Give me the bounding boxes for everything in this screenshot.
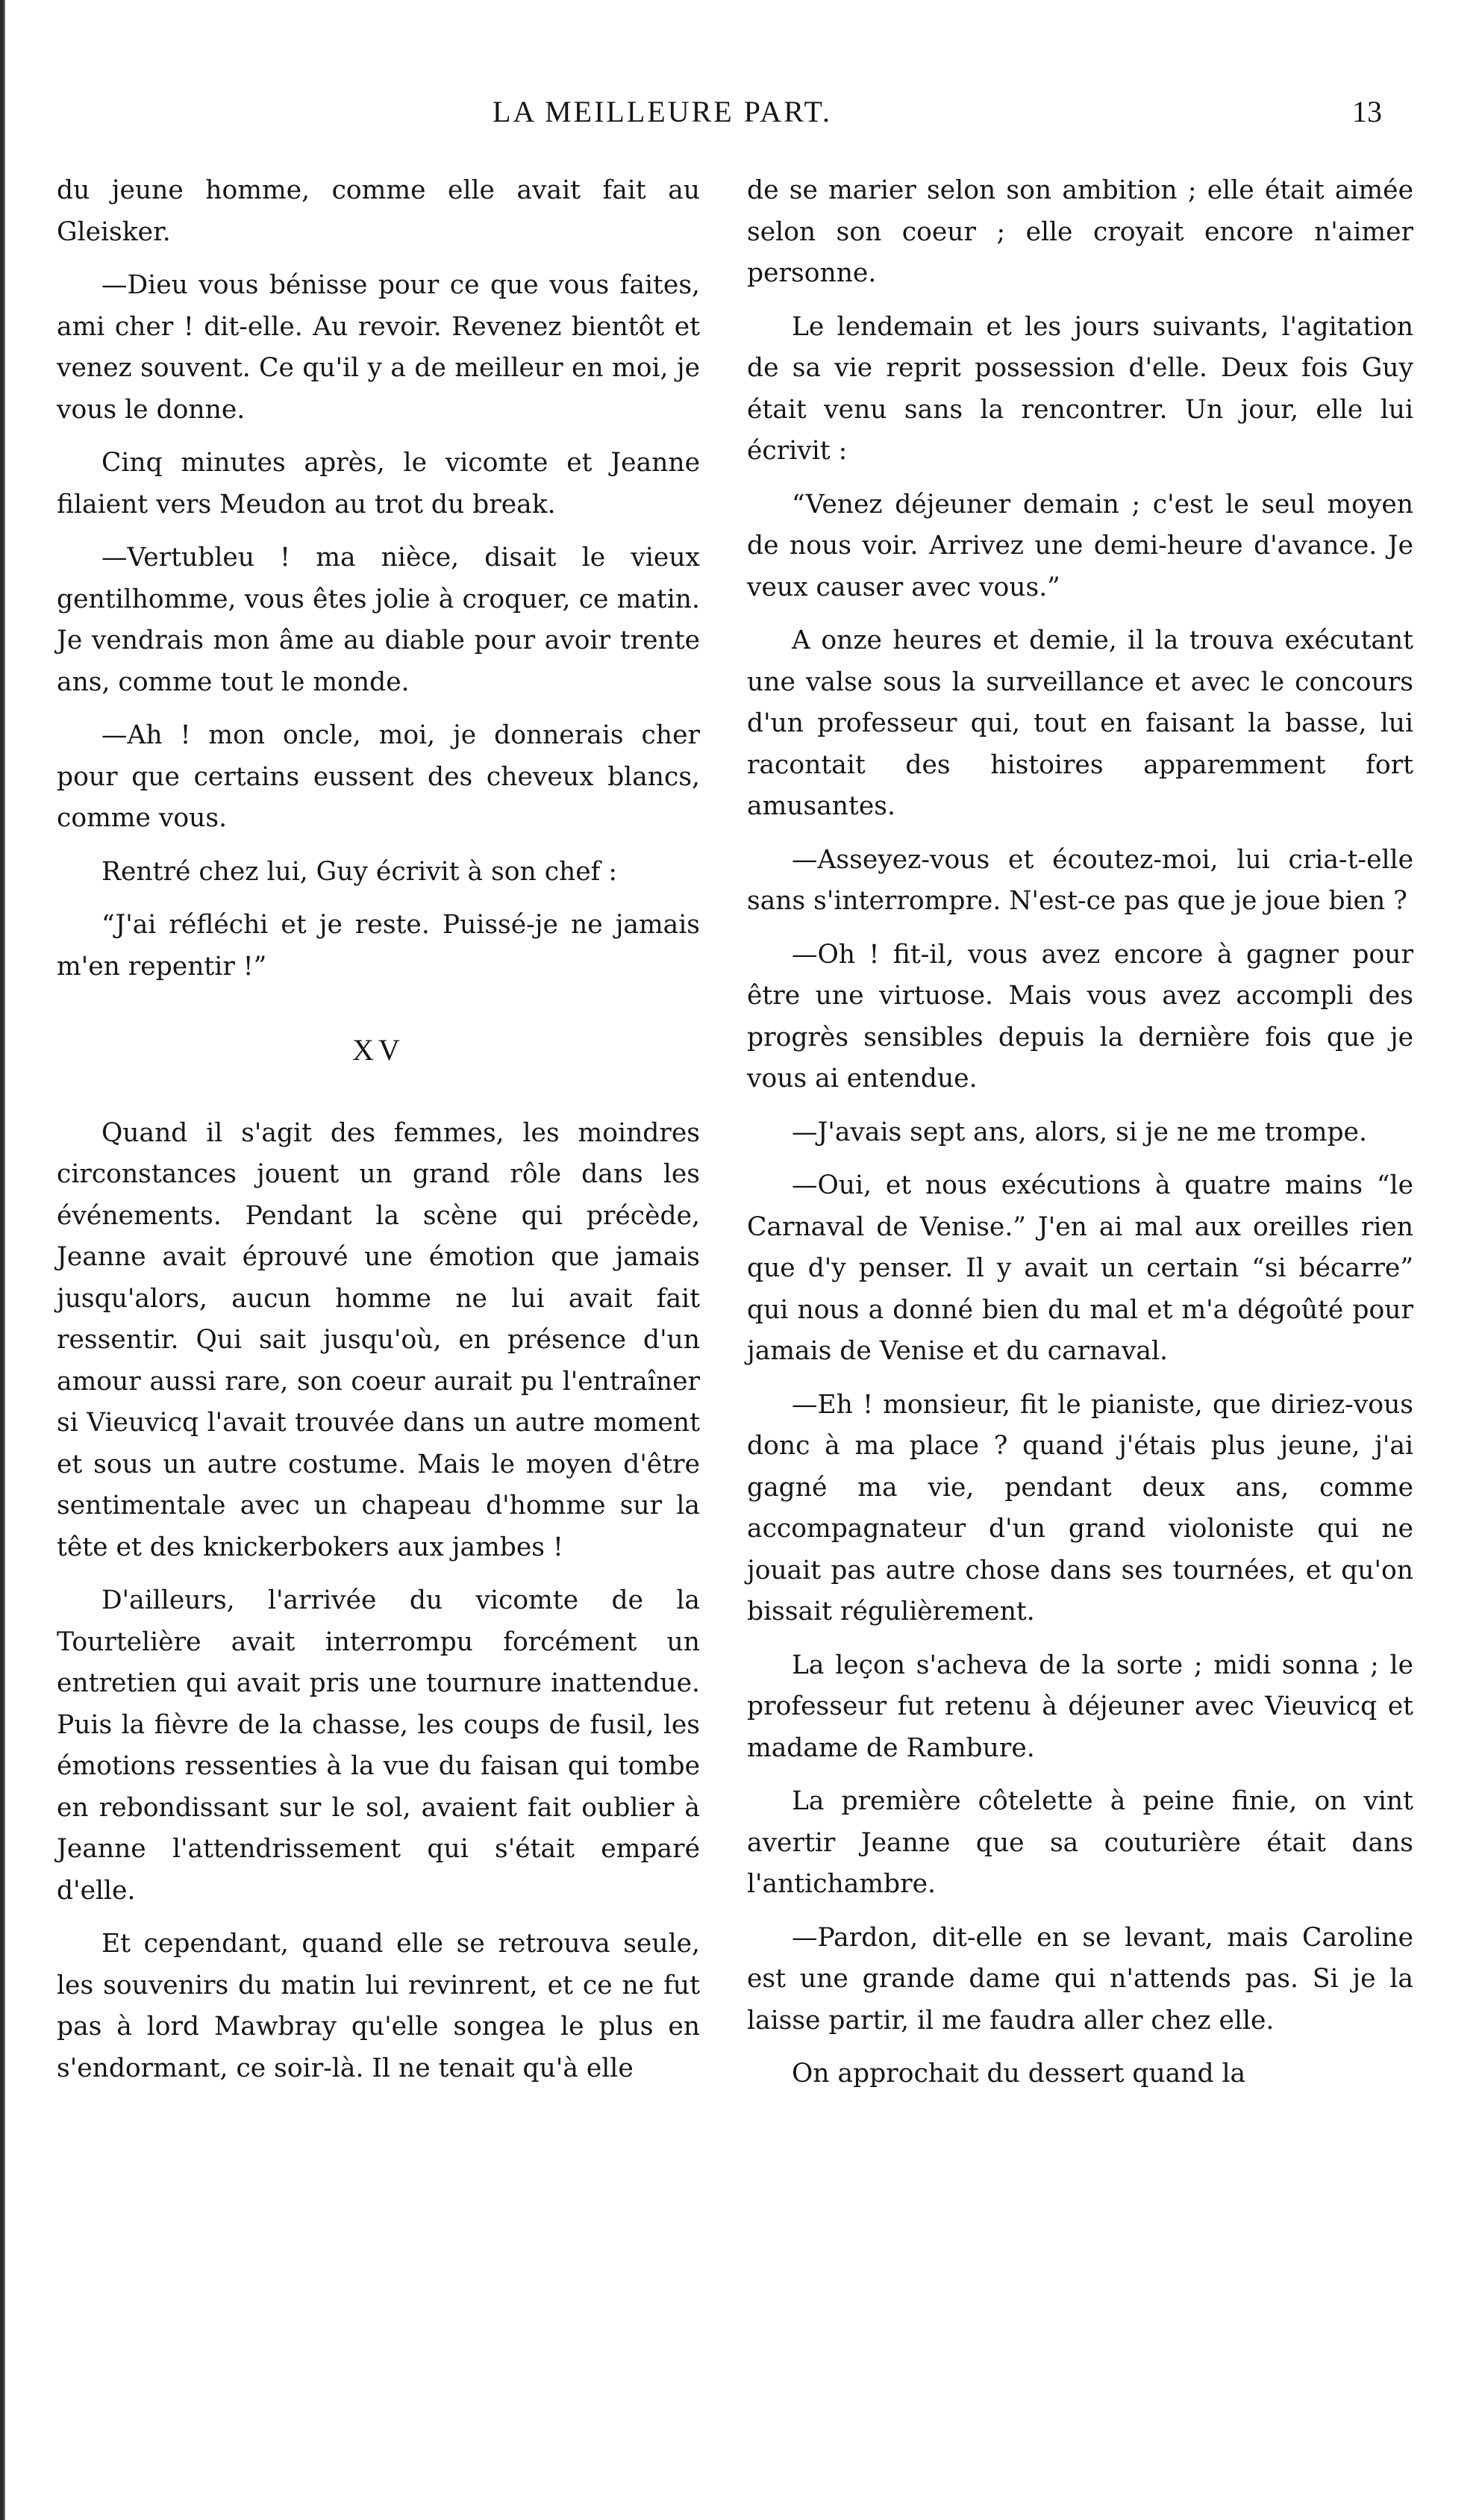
paragraph: —Pardon, dit-elle en se levant, mais Caroline est une grande dame qui n'attends pas. Si je la laisse partir, il me faudra aller chez elle. bbox=[747, 1922, 1413, 2036]
paragraph: —Ah ! mon oncle, moi, je donnerais cher pour que certains eussent des cheveux blancs, comme vous. bbox=[57, 720, 700, 833]
paragraph: —Oh ! fit-il, vous avez encore à gagner pour être une virtuose. Mais vous avez accompli des progrès sensibles depuis la dernière fois que je vous ai entendue. bbox=[747, 939, 1413, 1094]
paragraph: La première côtelette à peine finie, on vint avertir Jeanne que sa couturière était dans l'antichambre. bbox=[747, 1786, 1413, 1899]
paragraph: Quand il s'agit des femmes, les moindres circonstances jouent un grand rôle dans les événements. Pendant la scène qui précède, Jeanne avait éprouvé une émotion que jamais jusqu'alors, aucun homme ne lui avait fait ressentir. Qui sait jusqu'où, en présence d'un amour aussi rare, son coeur aurait pu l'entraîner si Vieuvicq l'avait trouvée dans un autre moment et sous un autre costume. Mais le moyen d'être sentimentale avec un chapeau d'homme sur la tête et des knickerbokers aux jambes ! bbox=[57, 1117, 700, 1562]
paragraph: “Venez déjeuner demain ; c'est le seul moyen de nous voir. Arrivez une demi-heure d'avance. Je veux causer avec vous.” bbox=[747, 489, 1413, 602]
paragraph: Cinq minutes après, le vicomte et Jeanne filaient vers Meudon au trot du break. bbox=[57, 448, 700, 520]
paragraph: “J'ai réfléchi et je reste. Puissé-je ne jamais m'en repentir !” bbox=[57, 910, 700, 982]
paragraph: —Eh ! monsieur, fit le pianiste, que diriez-vous donc à ma place ? quand j'étais plus jeune, j'ai gagné ma vie, pendant deux ans, comme accompagnateur d'un grand violoniste qui ne jouait pas autre chose dans ses tournées, et qu'on bissait régulièrement. bbox=[747, 1389, 1413, 1627]
right-text-column bbox=[747, 170, 1413, 2107]
paragraph: Le lendemain et les jours suivants, l'agitation de sa vie reprit possession d'elle. Deux fois Guy était venu sans la rencontrer. Un jour, elle lui écrivit : bbox=[747, 311, 1413, 466]
chapter-heading: XV bbox=[352, 1033, 404, 1067]
running-title: LA MEILLEURE PART. bbox=[493, 95, 832, 128]
paragraph: Rentré chez lui, Guy écrivit à son chef : bbox=[101, 856, 618, 887]
page-binding-edge bbox=[0, 0, 7, 2520]
paragraph: A onze heures et demie, il la trouva exécutant une valse sous la surveillance et avec le concours d'un professeur qui, tout en faisant la basse, lui racontait des histoires apparemment fort amusantes. bbox=[747, 626, 1413, 821]
paragraph: —Asseyez-vous et écoutez-moi, lui cria-t-elle sans s'interrompre. N'est-ce pas que je joue bien ? bbox=[747, 844, 1413, 916]
paragraph: On approchait du dessert quand la bbox=[792, 2059, 1246, 2089]
paragraph: La leçon s'acheva de la sorte ; midi sonna ; le professeur fut retenu à déjeuner avec Vieuvicq et madame de Rambure. bbox=[747, 1650, 1413, 1763]
paragraph: Et cependant, quand elle se retrouva seule, les souvenirs du matin lui revinrent, et ce ne fut pas à lord Mawbray qu'elle songea le plus en s'endormant, ce soir-là. Il ne tenait qu'à elle bbox=[57, 1929, 700, 2083]
paragraph: de se marier selon son ambition ; elle était aimée selon son coeur ; elle croyait encore n'aimer personne. bbox=[747, 175, 1413, 288]
paragraph: —Oui, et nous exécutions à quatre mains “le Carnaval de Venise.” J'en ai mal aux oreilles rien que d'y penser. Il y avait un certain “si bécarre” qui nous a donné bien du mal et m'a dégoûté pour jamais de Venise et du carnaval. bbox=[747, 1170, 1413, 1366]
paragraph: —Vertubleu ! ma nièce, disait le vieux gentilhomme, vous êtes jolie à croquer, ce matin. Je vendrais mon âme au diable pour avoir trente ans, comme tout le monde. bbox=[57, 543, 700, 697]
paragraph: —J'avais sept ans, alors, si je ne me trompe. bbox=[792, 1117, 1367, 1147]
paragraph: du jeune homme, comme elle avait fait au Gleisker. bbox=[57, 175, 700, 247]
paragraph: D'ailleurs, l'arrivée du vicomte de la Tourtelière avait interrompu forcément un entretien qui avait pris une tournure inattendue. Puis la fièvre de la chasse, les coups de fusil, les émotions ressenties à la vue du faisan qui tombe en rebondissant sur le sol, avaient fait oublier à Jeanne l'attendrissement qui s'était emparé d'elle. bbox=[57, 1585, 700, 1906]
page-number: 13 bbox=[1352, 95, 1382, 128]
left-text-column bbox=[57, 170, 700, 2101]
paragraph: —Dieu vous bénisse pour ce que vous faites, ami cher ! dit-elle. Au revoir. Revenez bientôt et venez souvent. Ce qu'il y a de meilleur en moi, je vous le donne. bbox=[57, 270, 700, 425]
running-header bbox=[0, 94, 1482, 139]
